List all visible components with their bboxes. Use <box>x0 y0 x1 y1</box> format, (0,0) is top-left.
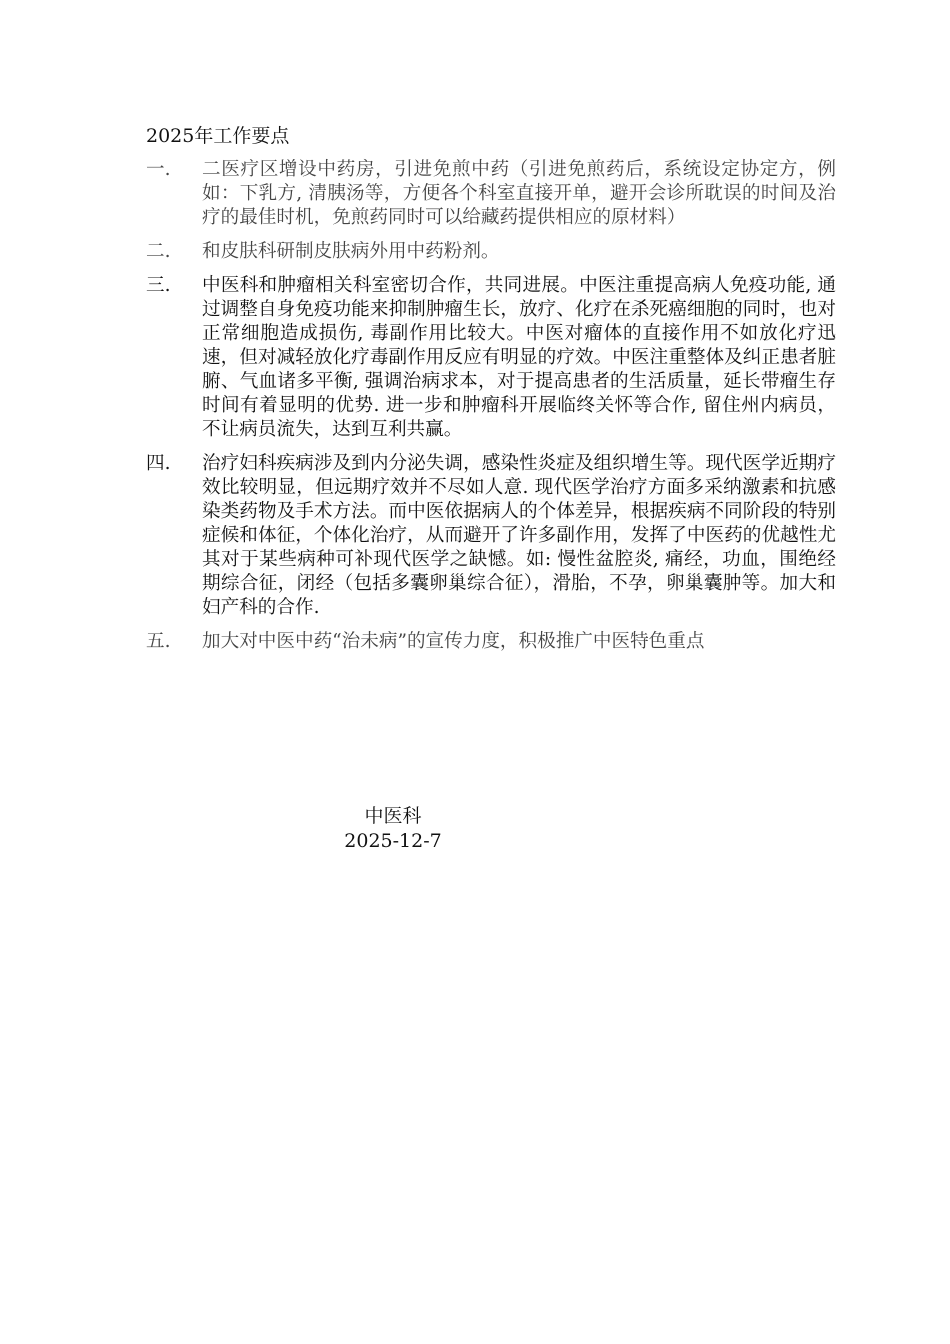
work-points-list <box>146 158 836 664</box>
item-number: 二. <box>146 241 171 262</box>
item-text: 中医科和肿瘤相关科室密切合作，共同进展。中医注重提高病人免疫功能, 通过调整自身免疫功能来抑制肿瘤生长，放疗、化疗在杀死癌细胞的同时，也对正常细胞造成损伤, 毒副作用比较大。中医对瘤体的直接作用不如放化疗迅速，但对减轻放化疗毒副作用反应有明显的疗效。中医注重整体及纠正患者脏腑、气血诸多平衡, 强调治病求本，对于提高患者的生活质量，延长带瘤生存时间有着显明的优势. 进一步和肿瘤科开展临终关怀等合作, 留住州内病员，不让病员流失，达到互利共赢。 <box>202 275 836 440</box>
signature-date: 2025-12-7 <box>344 830 442 852</box>
list-item <box>146 452 836 620</box>
item-number: 四. <box>146 453 171 474</box>
list-item <box>146 274 836 442</box>
item-number: 三. <box>146 275 171 296</box>
item-text: 二医疗区增设中药房，引进免煎中药（引进免煎药后，系统设定协定方，例如：下乳方, 清胰汤等，方便各个科室直接开单，避开会诊所耽误的时间及治疗的最佳时机，免煎药同时可以给藏药提供相应的原材料） <box>202 159 836 228</box>
item-number: 五. <box>146 631 171 652</box>
signature-block <box>343 804 443 854</box>
item-text: 加大对中医中药“治未病”的宣传力度，积极推广中医特色重点 <box>202 631 705 652</box>
signature-department: 中医科 <box>364 805 422 827</box>
item-number: 一. <box>146 159 171 180</box>
list-item <box>146 158 836 230</box>
item-text: 治疗妇科疾病涉及到内分泌失调，感染性炎症及组织增生等。现代医学近期疗效比较明显，但远期疗效并不尽如人意. 现代医学治疗方面多采纳激素和抗感染类药物及手术方法。而中医依据病人的个体差异，根据疾病不同阶段的特别症候和体征，个体化治疗，从而避开了许多副作用，发挥了中医药的优越性尤其对于某些病种可补现代医学之缺憾。如: 慢性盆腔炎, 痛经，功血，围绝经期综合征，闭经（包括多囊卵巢综合征），滑胎，不孕，卵巢囊肿等。加大和妇产科的合作. <box>202 453 836 618</box>
list-item <box>146 240 836 264</box>
item-text: 和皮肤科研制皮肤病外用中药粉剂。 <box>202 241 500 262</box>
document-title: 2025年工作要点 <box>146 125 290 147</box>
list-item <box>146 630 836 654</box>
